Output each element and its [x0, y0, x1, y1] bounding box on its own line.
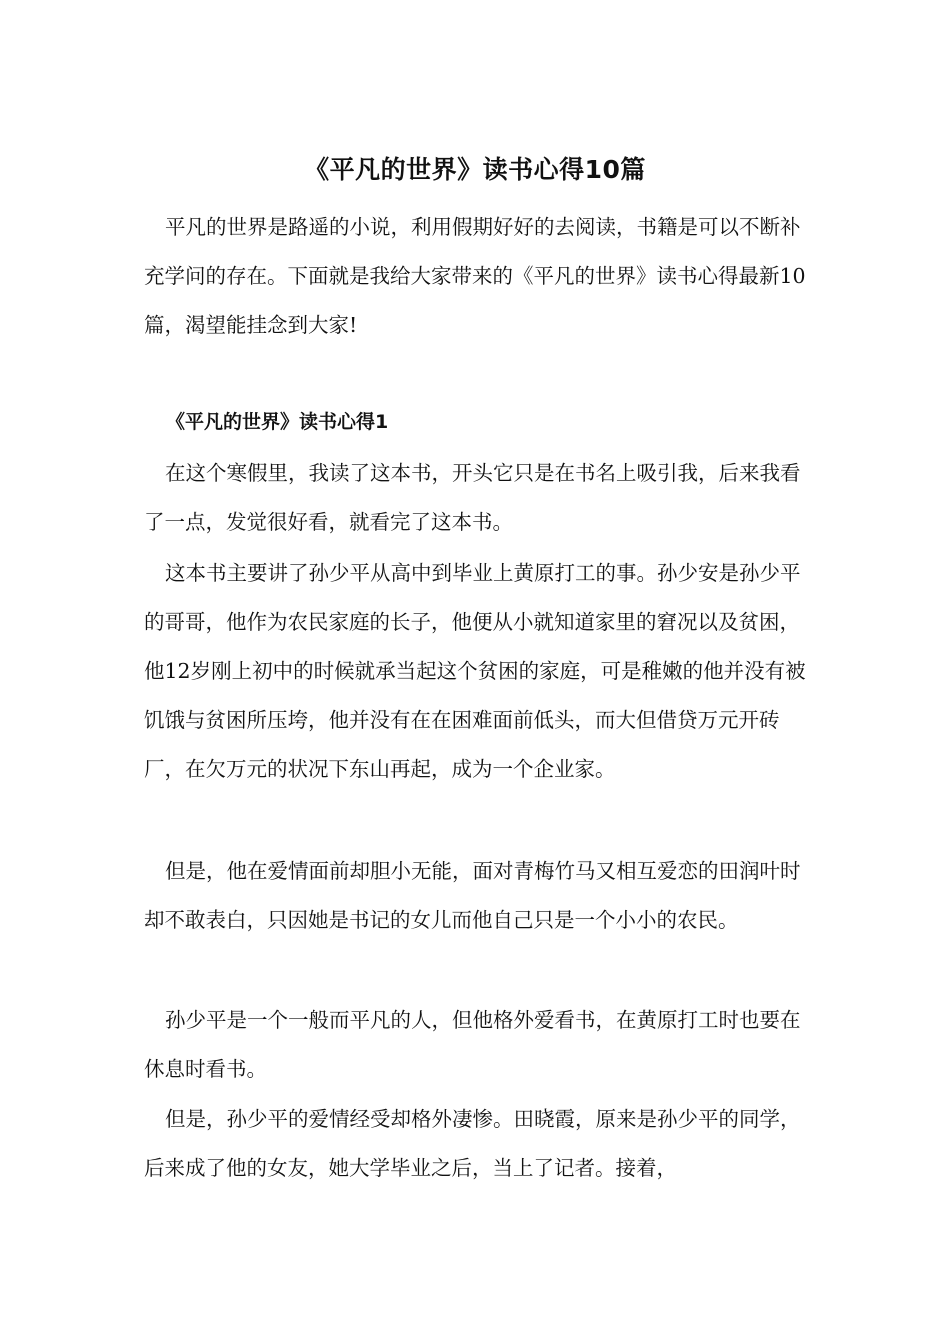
section-heading: 《平凡的世界》读书心得1	[166, 411, 389, 433]
body-paragraph: 但是，孙少平的爱情经受却格外凄惨。田晓霞，原来是孙少平的同学，后来成了他的女友，她大学毕业之后，当上了记者。接着，	[144, 1107, 801, 1180]
body-paragraph: 但是，他在爱情面前却胆小无能，面对青梅竹马又相互爱恋的田润叶时却不敢表白，只因她是书记的女儿而他自己只是一个小小的农民。	[144, 859, 801, 932]
document-title: 《平凡的世界》读书心得10篇	[304, 155, 646, 184]
body-paragraph: 这本书主要讲了孙少平从高中到毕业上黄原打工的事。孙少安是孙少平的哥哥，他作为农民家庭的长子，他便从小就知道家里的窘况以及贫困，他12岁刚上初中的时候就承当起这个贫困的家庭，可是稚嫩的他并没有被饥饿与贫困所压垮，他并没有在在困难面前低头，而大但借贷万元开砖厂，在欠万元的状况下东山再起，成为一个企业家。	[144, 561, 806, 781]
intro-paragraph: 平凡的世界是路遥的小说，利用假期好好的去阅读，书籍是可以不断补充学问的存在。下面就是我给大家带来的《平凡的世界》读书心得最新10篇，渴望能挂念到大家!	[144, 215, 806, 337]
body-paragraph: 在这个寒假里，我读了这本书，开头它只是在书名上吸引我，后来我看了一点，发觉很好看，就看完了这本书。	[144, 461, 801, 534]
body-paragraph: 孙少平是一个一般而平凡的人，但他格外爱看书，在黄原打工时也要在休息时看书。	[144, 1008, 801, 1081]
